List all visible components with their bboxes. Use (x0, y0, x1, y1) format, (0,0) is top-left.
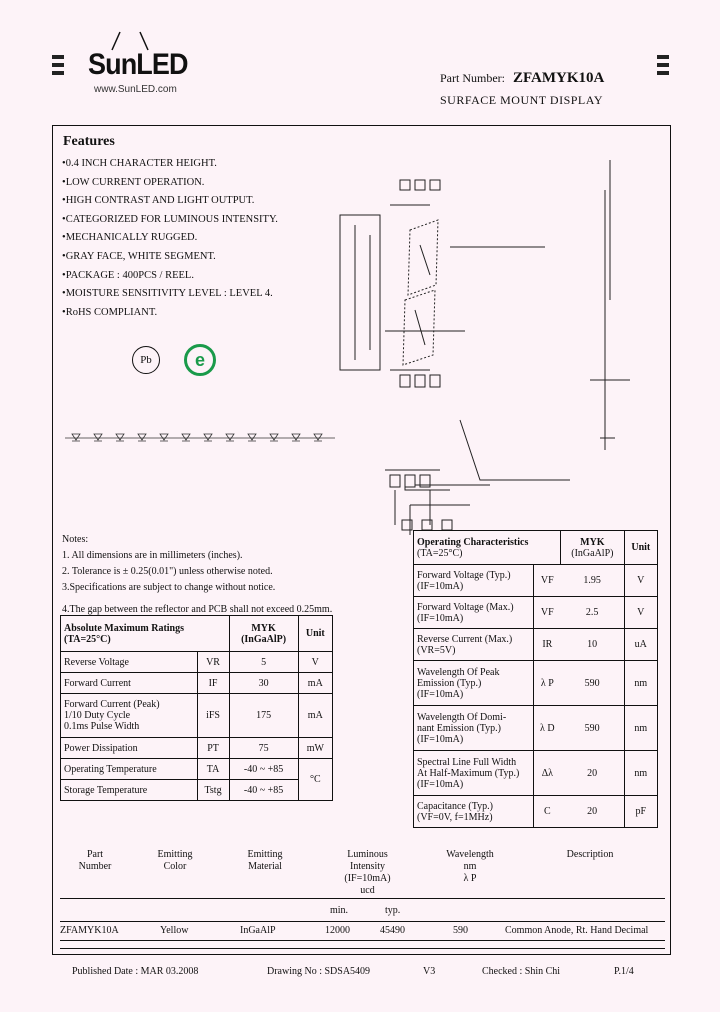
header-mark (52, 63, 64, 67)
feature-item: •GRAY FACE, WHITE SEGMENT. (62, 250, 216, 262)
header-mark (657, 63, 669, 67)
feature-item: •PACKAGE : 400PCS / REEL. (62, 269, 194, 281)
table-row: Forward Voltage (Max.) (IF=10mA) VF 2.5 V (414, 597, 658, 629)
subtitle: SURFACE MOUNT DISPLAY (440, 93, 603, 107)
table-cell: InGaAlP (240, 925, 276, 936)
checked-by: Checked : Shin Chi (482, 966, 561, 977)
diode-icon (292, 434, 300, 441)
header-mark (52, 55, 64, 59)
column-header: Description (566, 849, 614, 860)
table-cell: Common Anode, Rt. Hand Decimal (505, 925, 649, 936)
table-row: Forward Voltage (Typ.) (IF=10mA) VF 1.95 V (414, 565, 658, 597)
divider (60, 948, 665, 949)
feature-item: •LOW CURRENT OPERATION. (62, 176, 205, 188)
table-row: Reverse Voltage VR 5 V (61, 652, 333, 673)
divider (60, 921, 665, 922)
published-date: Published Date : MAR 03.2008 (72, 966, 199, 977)
notes-title: Notes: (62, 534, 89, 545)
column-header: Emitting Color (157, 849, 193, 872)
diode-icon (248, 434, 256, 441)
feature-item: •HIGH CONTRAST AND LIGHT OUTPUT. (62, 195, 255, 207)
table-cell: 590 (453, 925, 468, 936)
part-number: Part Number: ZFAMYK10A (440, 70, 605, 86)
table-row: Reverse Current (Max.) (VR=5V) IR 10 uA (414, 629, 658, 661)
column-header: Emitting Material (247, 849, 283, 872)
absolute-max-ratings-table: Absolute Maximum Ratings (TA=25°C) MYK (InGaAlP) Unit Reverse Voltage VR 5 V Forward Current IF 30 mA Forward Current (Peak) 1/10 Duty Cycle 0.1ms Pulse Width iFS 175 mA Power Dissipation PT 75 mW Operating Temperature TA -40 ~ +85 °C Storage Temperature Tstg -40 ~ +85 (60, 615, 333, 801)
table-row: Wavelength Of Peak Emission (Typ.) (IF=10mA) λ P 590 nm (414, 661, 658, 706)
note: 3.Specifications are subject to change without notice. (62, 582, 276, 593)
table-cell: Yellow (160, 925, 189, 936)
table-row: Storage Temperature Tstg -40 ~ +85 (61, 780, 333, 801)
pcb-pad-drawing (330, 430, 530, 530)
diode-icon (182, 434, 190, 441)
min-label: min. (330, 905, 349, 916)
rohs-icon: e (184, 344, 216, 376)
table-cell: 12000 (325, 925, 350, 936)
feature-item: •CATEGORIZED FOR LUMINOUS INTENSITY. (62, 213, 278, 225)
divider (60, 898, 665, 899)
table-row: Capacitance (Typ.) (VF=0V, f=1MHz) C 20 pF (414, 796, 658, 828)
header-mark (52, 71, 64, 75)
diode-icon (138, 434, 146, 441)
selection-header (60, 850, 665, 896)
feature-item: •RoHS COMPLIANT. (62, 306, 158, 318)
features-title: Features (63, 134, 115, 149)
drawing-number: Drawing No : SDSA5409 (267, 966, 371, 977)
column-header: Wavelength nm λ P (446, 849, 494, 884)
diode-icon (204, 434, 212, 441)
brand-url: www.SunLED.com (94, 84, 177, 95)
table-row: Forward Current IF 30 mA (61, 673, 333, 694)
circuit-diagram (60, 420, 340, 470)
header-mark (657, 71, 669, 75)
features-list (62, 155, 278, 322)
diode-icon (94, 434, 102, 441)
diode-icon (72, 434, 80, 441)
version: V3 (423, 966, 436, 977)
page-number: P.1/4 (614, 966, 634, 977)
column-header: Part Number (78, 849, 112, 872)
diode-icon (160, 434, 168, 441)
brand-logo: SunLED (88, 48, 188, 81)
feature-item: •MECHANICALLY RUGGED. (62, 232, 198, 244)
table-row: Spectral Line Full Width At Half-Maximum (Typ.) (IF=10mA) Δλ 20 nm (414, 751, 658, 796)
diode-icon (270, 434, 278, 441)
pb-free-icon: Pb (132, 346, 160, 374)
note: 2. Tolerance is ± 0.25(0.01") unless otherwise noted. (62, 566, 273, 577)
diode-icon (116, 434, 124, 441)
column-header: Luminous Intensity (IF=10mA) ucd (344, 849, 391, 896)
operating-characteristics-table: Operating Characteristics (TA=25°C) MYK (InGaAlP) Unit Forward Voltage (Typ.) (IF=10mA) VF 1.95 V Forward Voltage (Max.) (IF=10mA) VF 2.5 V Reverse Current (Max.) (VR=5V) IR 10 uA Wavelength Of Peak Emission (Typ.) (IF=10mA) λ P 590 nm Wavelength Of Domi- nant Emission (Typ.) (IF=10mA) λ D 590 nm Spectral Line Full Width At Half-Maximum (Typ.) (IF=10mA) Δλ 20 nm Capacitance (Typ.) (VF=0V, f=1MHz) C 20 pF (413, 530, 658, 828)
table-cell: ZFAMYK10A (60, 925, 119, 936)
table-row: Power Dissipation PT 75 mW (61, 738, 333, 759)
table-row: Forward Current (Peak) 1/10 Duty Cycle 0.1ms Pulse Width iFS 175 mA (61, 694, 333, 738)
table-row: Operating Temperature TA -40 ~ +85 °C (61, 759, 333, 780)
note: 1. All dimensions are in millimeters (inches). (62, 550, 243, 561)
divider (60, 940, 665, 941)
typ-label: typ. (385, 905, 401, 916)
table-row: Wavelength Of Domi- nant Emission (Typ.) (IF=10mA) λ D 590 nm (414, 706, 658, 751)
feature-item: •MOISTURE SENSITIVITY LEVEL : LEVEL 4. (62, 288, 273, 300)
feature-item: •0.4 INCH CHARACTER HEIGHT. (62, 158, 217, 169)
notes (62, 532, 332, 618)
header-mark (657, 55, 669, 59)
table-cell: 45490 (380, 925, 405, 936)
diode-icon (226, 434, 234, 441)
note: 4.The gap between the reflector and PCB shall not exceed 0.25mm. (62, 604, 333, 615)
